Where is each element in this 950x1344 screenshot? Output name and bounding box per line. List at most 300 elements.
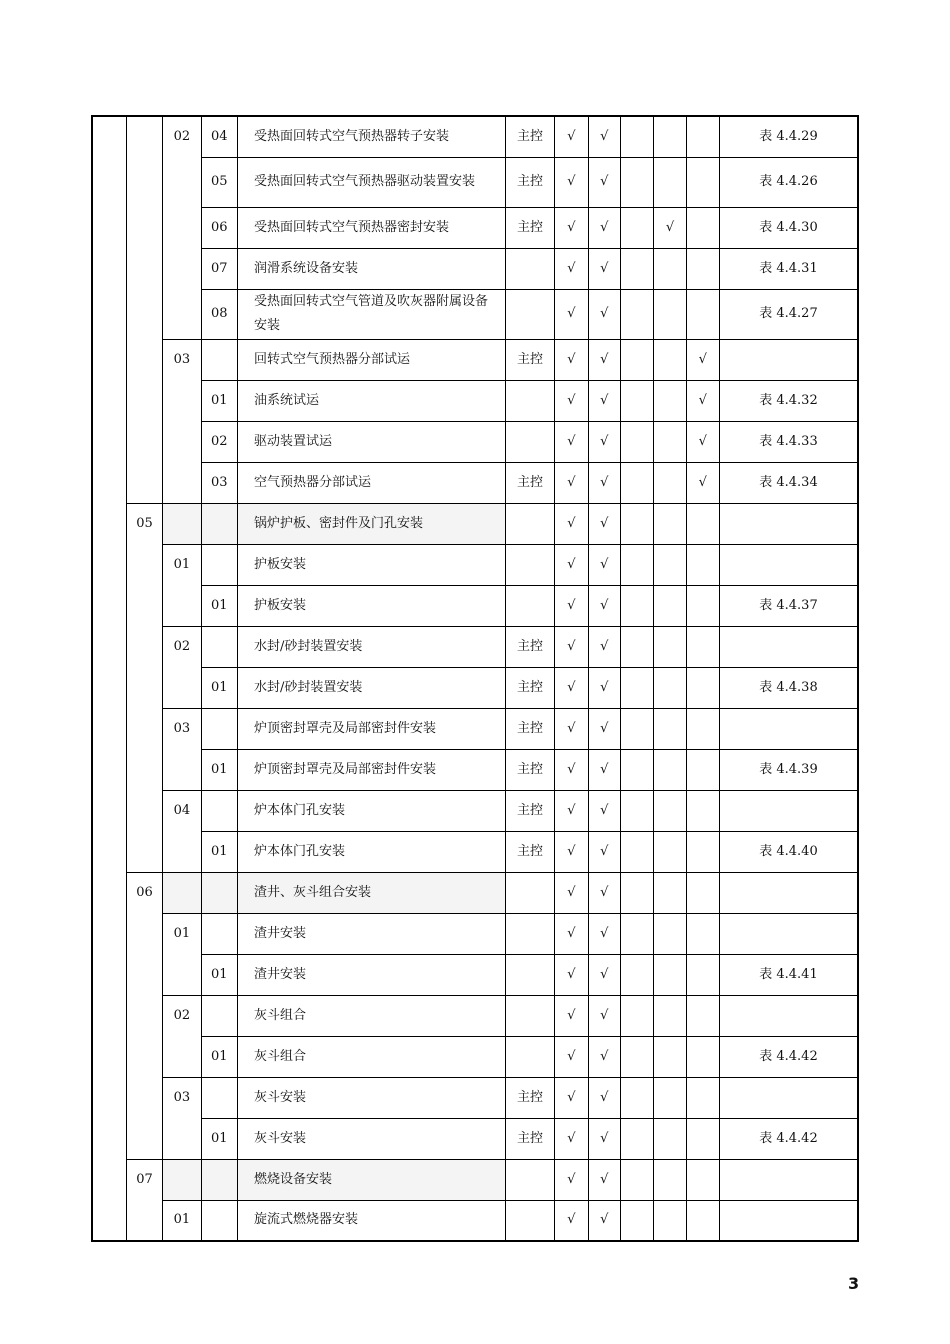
table-row xyxy=(92,462,858,503)
cell-unit-code xyxy=(92,1200,126,1241)
cell-part-code xyxy=(163,421,201,462)
cell-control-type xyxy=(505,380,555,421)
cell-unit-code xyxy=(92,708,126,749)
cell-form-reference xyxy=(719,1077,858,1118)
cell-item-name: 油系统试运 xyxy=(237,380,505,421)
cell-check-mark: √ xyxy=(555,1036,588,1077)
cell-item-name: 护板安装 xyxy=(237,544,505,585)
table-row xyxy=(92,708,858,749)
cell-check-mark xyxy=(620,462,653,503)
cell-form-reference xyxy=(719,790,858,831)
cell-item-name: 旋流式燃烧器安装 xyxy=(237,1200,505,1241)
cell-control-type xyxy=(505,995,555,1036)
cell-control-type: 主控 xyxy=(505,831,555,872)
cell-check-mark xyxy=(654,380,686,421)
cell-check-mark: √ xyxy=(555,503,588,544)
cell-unit-code xyxy=(92,831,126,872)
cell-unit-code xyxy=(92,462,126,503)
cell-item-name: 渣井安装 xyxy=(237,913,505,954)
cell-check-mark xyxy=(620,1077,653,1118)
cell-check-mark: √ xyxy=(555,585,588,626)
cell-check-mark xyxy=(686,872,719,913)
cell-item-code xyxy=(201,1159,237,1200)
cell-check-mark: √ xyxy=(686,380,719,421)
cell-control-type: 主控 xyxy=(505,462,555,503)
cell-subunit-code xyxy=(126,1200,162,1241)
cell-check-mark: √ xyxy=(588,289,620,339)
cell-check-mark: √ xyxy=(555,157,588,207)
cell-control-type xyxy=(505,954,555,995)
cell-item-name: 受热面回转式空气预热器转子安装 xyxy=(237,116,505,157)
cell-item-code: 01 xyxy=(201,667,237,708)
cell-part-code xyxy=(163,1118,201,1159)
cell-item-code: 01 xyxy=(201,831,237,872)
cell-form-reference: 表 4.4.39 xyxy=(719,749,858,790)
cell-form-reference xyxy=(719,544,858,585)
cell-form-reference: 表 4.4.30 xyxy=(719,207,858,248)
cell-check-mark xyxy=(654,954,686,995)
cell-item-code xyxy=(201,1200,237,1241)
cell-form-reference: 表 4.4.31 xyxy=(719,248,858,289)
cell-check-mark xyxy=(620,790,653,831)
cell-unit-code xyxy=(92,544,126,585)
table-row xyxy=(92,1200,858,1241)
cell-form-reference: 表 4.4.27 xyxy=(719,289,858,339)
cell-check-mark xyxy=(620,913,653,954)
cell-item-name: 炉本体门孔安装 xyxy=(237,790,505,831)
cell-check-mark: √ xyxy=(588,708,620,749)
cell-unit-code xyxy=(92,790,126,831)
cell-item-code xyxy=(201,626,237,667)
cell-item-name: 受热面回转式空气管道及吹灰器附属设备安装 xyxy=(237,289,505,339)
cell-check-mark xyxy=(654,831,686,872)
cell-item-code: 07 xyxy=(201,248,237,289)
cell-control-type xyxy=(505,913,555,954)
table-row xyxy=(92,872,858,913)
table-row xyxy=(92,954,858,995)
cell-item-name: 水封/砂封装置安装 xyxy=(237,667,505,708)
cell-unit-code xyxy=(92,1036,126,1077)
cell-control-type: 主控 xyxy=(505,339,555,380)
cell-check-mark: √ xyxy=(555,421,588,462)
cell-check-mark xyxy=(686,831,719,872)
cell-check-mark xyxy=(620,289,653,339)
cell-check-mark: √ xyxy=(588,157,620,207)
cell-control-type: 主控 xyxy=(505,207,555,248)
cell-part-code: 01 xyxy=(163,544,201,585)
cell-form-reference: 表 4.4.42 xyxy=(719,1036,858,1077)
cell-check-mark xyxy=(654,462,686,503)
cell-check-mark xyxy=(654,913,686,954)
cell-control-type xyxy=(505,585,555,626)
cell-check-mark xyxy=(686,116,719,157)
cell-check-mark xyxy=(620,1159,653,1200)
cell-unit-code xyxy=(92,585,126,626)
cell-item-code: 04 xyxy=(201,116,237,157)
cell-check-mark: √ xyxy=(588,749,620,790)
cell-check-mark xyxy=(620,831,653,872)
cell-control-type xyxy=(505,289,555,339)
cell-check-mark: √ xyxy=(555,1159,588,1200)
cell-part-code xyxy=(163,462,201,503)
cell-check-mark xyxy=(654,667,686,708)
cell-item-code: 06 xyxy=(201,207,237,248)
table-row xyxy=(92,248,858,289)
cell-form-reference: 表 4.4.37 xyxy=(719,585,858,626)
cell-part-code xyxy=(163,749,201,790)
cell-form-reference xyxy=(719,339,858,380)
cell-check-mark xyxy=(654,790,686,831)
cell-item-code: 01 xyxy=(201,749,237,790)
cell-unit-code xyxy=(92,248,126,289)
cell-form-reference: 表 4.4.42 xyxy=(719,1118,858,1159)
cell-control-type: 主控 xyxy=(505,667,555,708)
cell-part-code xyxy=(163,248,201,289)
cell-subunit-code xyxy=(126,585,162,626)
cell-unit-code xyxy=(92,1118,126,1159)
table-row xyxy=(92,289,858,339)
cell-item-name: 锅炉护板、密封件及门孔安装 xyxy=(237,503,505,544)
cell-check-mark xyxy=(686,954,719,995)
cell-check-mark xyxy=(654,248,686,289)
cell-unit-code xyxy=(92,954,126,995)
cell-control-type: 主控 xyxy=(505,749,555,790)
cell-subunit-code xyxy=(126,116,162,157)
cell-check-mark xyxy=(654,339,686,380)
cell-control-type: 主控 xyxy=(505,708,555,749)
cell-subunit-code xyxy=(126,995,162,1036)
cell-check-mark xyxy=(620,157,653,207)
cell-control-type xyxy=(505,503,555,544)
cell-part-code: 03 xyxy=(163,708,201,749)
table-row xyxy=(92,749,858,790)
cell-item-code xyxy=(201,913,237,954)
cell-form-reference: 表 4.4.40 xyxy=(719,831,858,872)
cell-subunit-code xyxy=(126,749,162,790)
cell-subunit-code xyxy=(126,954,162,995)
cell-subunit-code xyxy=(126,248,162,289)
table-row xyxy=(92,503,858,544)
table-row xyxy=(92,544,858,585)
cell-control-type xyxy=(505,872,555,913)
cell-subunit-code xyxy=(126,157,162,207)
cell-check-mark: √ xyxy=(555,913,588,954)
table-row xyxy=(92,1036,858,1077)
cell-check-mark: √ xyxy=(555,872,588,913)
cell-check-mark: √ xyxy=(555,544,588,585)
cell-form-reference: 表 4.4.38 xyxy=(719,667,858,708)
cell-item-name: 炉本体门孔安装 xyxy=(237,831,505,872)
cell-check-mark xyxy=(686,749,719,790)
cell-item-name: 灰斗安装 xyxy=(237,1077,505,1118)
cell-check-mark: √ xyxy=(555,708,588,749)
cell-check-mark xyxy=(654,544,686,585)
cell-unit-code xyxy=(92,913,126,954)
cell-check-mark xyxy=(686,667,719,708)
cell-check-mark xyxy=(686,157,719,207)
cell-item-name: 润滑系统设备安装 xyxy=(237,248,505,289)
cell-check-mark: √ xyxy=(588,954,620,995)
cell-check-mark xyxy=(620,503,653,544)
cell-item-code xyxy=(201,544,237,585)
cell-control-type xyxy=(505,421,555,462)
cell-item-code xyxy=(201,339,237,380)
cell-subunit-code xyxy=(126,913,162,954)
cell-check-mark xyxy=(654,421,686,462)
cell-check-mark: √ xyxy=(555,116,588,157)
cell-item-name: 渣井安装 xyxy=(237,954,505,995)
cell-check-mark: √ xyxy=(588,790,620,831)
cell-check-mark: √ xyxy=(588,626,620,667)
cell-item-code xyxy=(201,995,237,1036)
cell-item-name: 空气预热器分部试运 xyxy=(237,462,505,503)
cell-control-type xyxy=(505,1036,555,1077)
cell-check-mark: √ xyxy=(555,1200,588,1241)
cell-check-mark: √ xyxy=(588,248,620,289)
cell-check-mark: √ xyxy=(555,831,588,872)
table-row xyxy=(92,790,858,831)
cell-check-mark xyxy=(654,116,686,157)
cell-check-mark xyxy=(686,1159,719,1200)
cell-check-mark xyxy=(620,626,653,667)
cell-check-mark xyxy=(620,1200,653,1241)
cell-check-mark: √ xyxy=(588,872,620,913)
table-body xyxy=(92,116,858,1241)
cell-subunit-code xyxy=(126,289,162,339)
cell-part-code: 01 xyxy=(163,1200,201,1241)
table-row xyxy=(92,1077,858,1118)
cell-check-mark: √ xyxy=(588,380,620,421)
cell-check-mark: √ xyxy=(686,339,719,380)
cell-part-code xyxy=(163,380,201,421)
cell-control-type: 主控 xyxy=(505,157,555,207)
table-row xyxy=(92,831,858,872)
cell-part-code: 01 xyxy=(163,913,201,954)
cell-item-code: 05 xyxy=(201,157,237,207)
cell-check-mark: √ xyxy=(555,1077,588,1118)
cell-check-mark xyxy=(620,339,653,380)
cell-check-mark: √ xyxy=(588,207,620,248)
cell-item-name: 炉顶密封罩壳及局部密封件安装 xyxy=(237,749,505,790)
cell-subunit-code xyxy=(126,207,162,248)
cell-part-code xyxy=(163,207,201,248)
cell-check-mark xyxy=(620,872,653,913)
table-row xyxy=(92,995,858,1036)
cell-check-mark: √ xyxy=(588,544,620,585)
table-row xyxy=(92,116,858,157)
table-row xyxy=(92,421,858,462)
cell-check-mark xyxy=(654,995,686,1036)
cell-check-mark xyxy=(654,1118,686,1159)
cell-check-mark: √ xyxy=(654,207,686,248)
cell-check-mark: √ xyxy=(588,667,620,708)
cell-unit-code xyxy=(92,667,126,708)
cell-check-mark: √ xyxy=(555,667,588,708)
cell-check-mark xyxy=(620,667,653,708)
cell-check-mark xyxy=(654,1200,686,1241)
cell-unit-code xyxy=(92,207,126,248)
cell-form-reference: 表 4.4.32 xyxy=(719,380,858,421)
cell-check-mark xyxy=(620,248,653,289)
cell-part-code xyxy=(163,503,201,544)
cell-form-reference: 表 4.4.33 xyxy=(719,421,858,462)
cell-check-mark: √ xyxy=(588,1200,620,1241)
cell-part-code xyxy=(163,831,201,872)
cell-part-code xyxy=(163,289,201,339)
cell-unit-code xyxy=(92,872,126,913)
cell-control-type xyxy=(505,1159,555,1200)
cell-control-type: 主控 xyxy=(505,1118,555,1159)
cell-item-name: 灰斗安装 xyxy=(237,1118,505,1159)
cell-item-code xyxy=(201,872,237,913)
cell-form-reference xyxy=(719,1159,858,1200)
cell-item-code: 01 xyxy=(201,1118,237,1159)
cell-item-code: 01 xyxy=(201,1036,237,1077)
cell-part-code xyxy=(163,872,201,913)
cell-check-mark xyxy=(686,913,719,954)
cell-form-reference: 表 4.4.29 xyxy=(719,116,858,157)
cell-check-mark xyxy=(686,289,719,339)
cell-check-mark xyxy=(686,708,719,749)
cell-control-type xyxy=(505,544,555,585)
cell-check-mark: √ xyxy=(555,380,588,421)
cell-check-mark: √ xyxy=(588,585,620,626)
cell-check-mark: √ xyxy=(588,831,620,872)
cell-unit-code xyxy=(92,995,126,1036)
cell-control-type: 主控 xyxy=(505,790,555,831)
inspection-items-table xyxy=(91,115,859,1242)
table-row xyxy=(92,585,858,626)
cell-item-code: 01 xyxy=(201,585,237,626)
cell-check-mark xyxy=(654,1036,686,1077)
cell-check-mark xyxy=(686,1200,719,1241)
cell-check-mark: √ xyxy=(588,503,620,544)
cell-check-mark xyxy=(620,380,653,421)
cell-item-name: 灰斗组合 xyxy=(237,995,505,1036)
cell-check-mark: √ xyxy=(686,462,719,503)
cell-check-mark: √ xyxy=(588,1077,620,1118)
cell-part-code: 03 xyxy=(163,1077,201,1118)
cell-unit-code xyxy=(92,503,126,544)
cell-unit-code xyxy=(92,116,126,157)
cell-check-mark: √ xyxy=(555,995,588,1036)
table-row xyxy=(92,1118,858,1159)
cell-item-name: 受热面回转式空气预热器密封安装 xyxy=(237,207,505,248)
cell-part-code: 03 xyxy=(163,339,201,380)
cell-check-mark: √ xyxy=(555,207,588,248)
cell-item-code xyxy=(201,708,237,749)
cell-part-code xyxy=(163,1159,201,1200)
cell-subunit-code: 05 xyxy=(126,503,162,544)
cell-check-mark: √ xyxy=(588,339,620,380)
cell-control-type: 主控 xyxy=(505,626,555,667)
table-row xyxy=(92,626,858,667)
cell-item-code xyxy=(201,1077,237,1118)
cell-unit-code xyxy=(92,421,126,462)
cell-part-code: 02 xyxy=(163,116,201,157)
cell-item-name: 驱动装置试运 xyxy=(237,421,505,462)
cell-form-reference xyxy=(719,1200,858,1241)
table-row xyxy=(92,1159,858,1200)
cell-check-mark xyxy=(620,749,653,790)
cell-check-mark xyxy=(654,749,686,790)
cell-form-reference xyxy=(719,708,858,749)
cell-check-mark xyxy=(686,544,719,585)
cell-check-mark xyxy=(686,585,719,626)
cell-subunit-code xyxy=(126,421,162,462)
cell-check-mark xyxy=(686,995,719,1036)
cell-subunit-code xyxy=(126,1077,162,1118)
cell-subunit-code xyxy=(126,339,162,380)
page-number: 3 xyxy=(848,1274,860,1293)
cell-check-mark xyxy=(620,954,653,995)
cell-control-type: 主控 xyxy=(505,116,555,157)
cell-check-mark: √ xyxy=(588,421,620,462)
cell-subunit-code xyxy=(126,708,162,749)
cell-item-name: 炉顶密封罩壳及局部密封件安装 xyxy=(237,708,505,749)
cell-check-mark: √ xyxy=(588,913,620,954)
cell-check-mark xyxy=(620,585,653,626)
cell-check-mark xyxy=(654,585,686,626)
cell-check-mark: √ xyxy=(686,421,719,462)
cell-unit-code xyxy=(92,380,126,421)
cell-part-code: 04 xyxy=(163,790,201,831)
cell-subunit-code xyxy=(126,1036,162,1077)
cell-check-mark xyxy=(654,626,686,667)
cell-subunit-code xyxy=(126,626,162,667)
cell-check-mark xyxy=(620,116,653,157)
cell-form-reference xyxy=(719,626,858,667)
cell-item-name: 护板安装 xyxy=(237,585,505,626)
cell-unit-code xyxy=(92,1159,126,1200)
cell-check-mark: √ xyxy=(555,1118,588,1159)
cell-check-mark xyxy=(620,207,653,248)
cell-form-reference xyxy=(719,995,858,1036)
cell-item-code xyxy=(201,790,237,831)
cell-check-mark xyxy=(686,1036,719,1077)
cell-check-mark: √ xyxy=(555,289,588,339)
cell-check-mark xyxy=(686,207,719,248)
cell-check-mark xyxy=(654,503,686,544)
cell-check-mark xyxy=(620,1118,653,1159)
cell-item-code: 08 xyxy=(201,289,237,339)
cell-part-code xyxy=(163,667,201,708)
table-row xyxy=(92,913,858,954)
cell-part-code: 02 xyxy=(163,995,201,1036)
cell-form-reference xyxy=(719,913,858,954)
cell-part-code xyxy=(163,954,201,995)
cell-unit-code xyxy=(92,626,126,667)
cell-item-code: 03 xyxy=(201,462,237,503)
cell-check-mark: √ xyxy=(588,116,620,157)
cell-check-mark xyxy=(654,1077,686,1118)
cell-form-reference xyxy=(719,503,858,544)
table-row xyxy=(92,667,858,708)
cell-part-code: 02 xyxy=(163,626,201,667)
table-row xyxy=(92,207,858,248)
cell-item-code: 01 xyxy=(201,954,237,995)
cell-check-mark: √ xyxy=(588,1159,620,1200)
cell-check-mark: √ xyxy=(588,1036,620,1077)
cell-control-type xyxy=(505,1200,555,1241)
cell-form-reference xyxy=(719,872,858,913)
cell-subunit-code xyxy=(126,831,162,872)
cell-check-mark xyxy=(686,1077,719,1118)
cell-check-mark xyxy=(620,1036,653,1077)
cell-check-mark: √ xyxy=(555,339,588,380)
cell-unit-code xyxy=(92,339,126,380)
cell-item-name: 受热面回转式空气预热器驱动装置安装 xyxy=(237,157,505,207)
